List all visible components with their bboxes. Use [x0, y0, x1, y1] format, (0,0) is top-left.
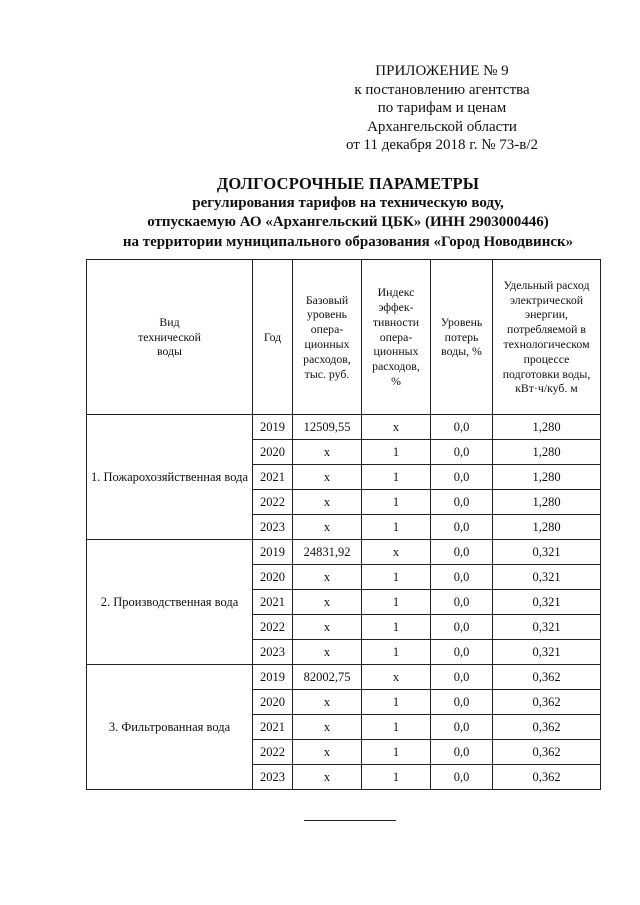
- parameters-table: [86, 259, 601, 790]
- header-loss: Уровень потерь воды, %: [431, 260, 493, 415]
- loss-cell: 0,0: [431, 690, 493, 715]
- year-cell: 2021: [253, 465, 293, 490]
- appendix-line: ПРИЛОЖЕНИЕ № 9: [375, 63, 509, 79]
- index-cell: x: [362, 415, 431, 440]
- base-cell: x: [293, 615, 362, 640]
- index-cell: 1: [362, 615, 431, 640]
- appendix-line: от 11 декабря 2018 г. № 73-в/2: [345, 137, 539, 153]
- base-cell: x: [293, 765, 362, 790]
- base-cell: x: [293, 690, 362, 715]
- energy-cell: 1,280: [493, 465, 601, 490]
- base-cell: x: [293, 640, 362, 665]
- index-cell: 1: [362, 765, 431, 790]
- title-line: отпускаемую АО «Архангельский ЦБК» (ИНН 2903000446): [147, 214, 549, 230]
- year-cell: 2019: [253, 540, 293, 565]
- table-row: [87, 540, 601, 565]
- loss-cell: 0,0: [431, 565, 493, 590]
- loss-cell: 0,0: [431, 415, 493, 440]
- energy-cell: 0,362: [493, 665, 601, 690]
- loss-cell: 0,0: [431, 640, 493, 665]
- base-cell: x: [293, 565, 362, 590]
- loss-cell: 0,0: [431, 615, 493, 640]
- footer-divider: [304, 820, 396, 821]
- year-cell: 2022: [253, 740, 293, 765]
- year-cell: 2021: [253, 590, 293, 615]
- index-cell: 1: [362, 690, 431, 715]
- index-cell: 1: [362, 715, 431, 740]
- header-base: Базовый уровень опера-ционных расходов, тыс. руб.: [293, 260, 362, 415]
- year-cell: 2019: [253, 665, 293, 690]
- energy-cell: 1,280: [493, 490, 601, 515]
- base-cell: 82002,75: [293, 665, 362, 690]
- loss-cell: 0,0: [431, 515, 493, 540]
- base-cell: x: [293, 465, 362, 490]
- base-cell: x: [293, 590, 362, 615]
- water-type-cell: 1. Пожарохозяйственная вода: [87, 415, 253, 540]
- water-type-cell: 2. Производственная вода: [87, 540, 253, 665]
- index-cell: x: [362, 665, 431, 690]
- base-cell: x: [293, 490, 362, 515]
- index-cell: 1: [362, 740, 431, 765]
- year-cell: 2023: [253, 515, 293, 540]
- year-cell: 2021: [253, 715, 293, 740]
- year-cell: 2023: [253, 765, 293, 790]
- energy-cell: 0,321: [493, 640, 601, 665]
- energy-cell: 1,280: [493, 515, 601, 540]
- loss-cell: 0,0: [431, 540, 493, 565]
- year-cell: 2020: [253, 690, 293, 715]
- year-cell: 2022: [253, 490, 293, 515]
- energy-cell: 0,362: [493, 690, 601, 715]
- loss-cell: 0,0: [431, 440, 493, 465]
- loss-cell: 0,0: [431, 665, 493, 690]
- index-cell: 1: [362, 465, 431, 490]
- document-title: [70, 174, 626, 252]
- loss-cell: 0,0: [431, 490, 493, 515]
- index-cell: 1: [362, 490, 431, 515]
- index-cell: x: [362, 540, 431, 565]
- base-cell: x: [293, 715, 362, 740]
- index-cell: 1: [362, 515, 431, 540]
- header-kind: Вид технической воды: [87, 260, 253, 415]
- energy-cell: 0,362: [493, 715, 601, 740]
- base-cell: x: [293, 440, 362, 465]
- year-cell: 2020: [253, 440, 293, 465]
- energy-cell: 0,321: [493, 565, 601, 590]
- table-row: [87, 665, 601, 690]
- energy-cell: 0,362: [493, 765, 601, 790]
- title-line: регулирования тарифов на техническую воду,: [192, 194, 504, 211]
- index-cell: 1: [362, 590, 431, 615]
- base-cell: 12509,55: [293, 415, 362, 440]
- loss-cell: 0,0: [431, 740, 493, 765]
- base-cell: 24831,92: [293, 540, 362, 565]
- base-cell: x: [293, 515, 362, 540]
- index-cell: 1: [362, 565, 431, 590]
- header-index: Индекс эффек-тивности опера-ционных расходов, %: [362, 260, 431, 415]
- loss-cell: 0,0: [431, 715, 493, 740]
- year-cell: 2022: [253, 615, 293, 640]
- title-line: ДОЛГОСРОЧНЫЕ ПАРАМЕТРЫ: [216, 174, 480, 193]
- index-cell: 1: [362, 440, 431, 465]
- year-cell: 2020: [253, 565, 293, 590]
- water-type-cell: 3. Фильтрованная вода: [87, 665, 253, 790]
- energy-cell: 1,280: [493, 415, 601, 440]
- title-line: на территории муниципального образования «Город Новодвинск»: [122, 233, 574, 250]
- loss-cell: 0,0: [431, 465, 493, 490]
- table-row: [87, 415, 601, 440]
- appendix-line: к постановлению агентства: [354, 81, 530, 98]
- appendix-line: по тарифам и ценам: [377, 100, 507, 116]
- header-year: Год: [253, 260, 293, 415]
- appendix-line: Архангельской области: [367, 118, 517, 135]
- energy-cell: 0,321: [493, 540, 601, 565]
- loss-cell: 0,0: [431, 765, 493, 790]
- index-cell: 1: [362, 640, 431, 665]
- energy-cell: 1,280: [493, 440, 601, 465]
- energy-cell: 0,321: [493, 615, 601, 640]
- loss-cell: 0,0: [431, 590, 493, 615]
- energy-cell: 0,362: [493, 740, 601, 765]
- year-cell: 2023: [253, 640, 293, 665]
- year-cell: 2019: [253, 415, 293, 440]
- header-energy: Удельный расход электрической энергии, потребляемой в технологическом процессе подготовки воды, кВт·ч/куб. м: [493, 260, 601, 415]
- table-header-row: [87, 260, 601, 415]
- energy-cell: 0,321: [493, 590, 601, 615]
- appendix-block: [312, 62, 572, 155]
- base-cell: x: [293, 740, 362, 765]
